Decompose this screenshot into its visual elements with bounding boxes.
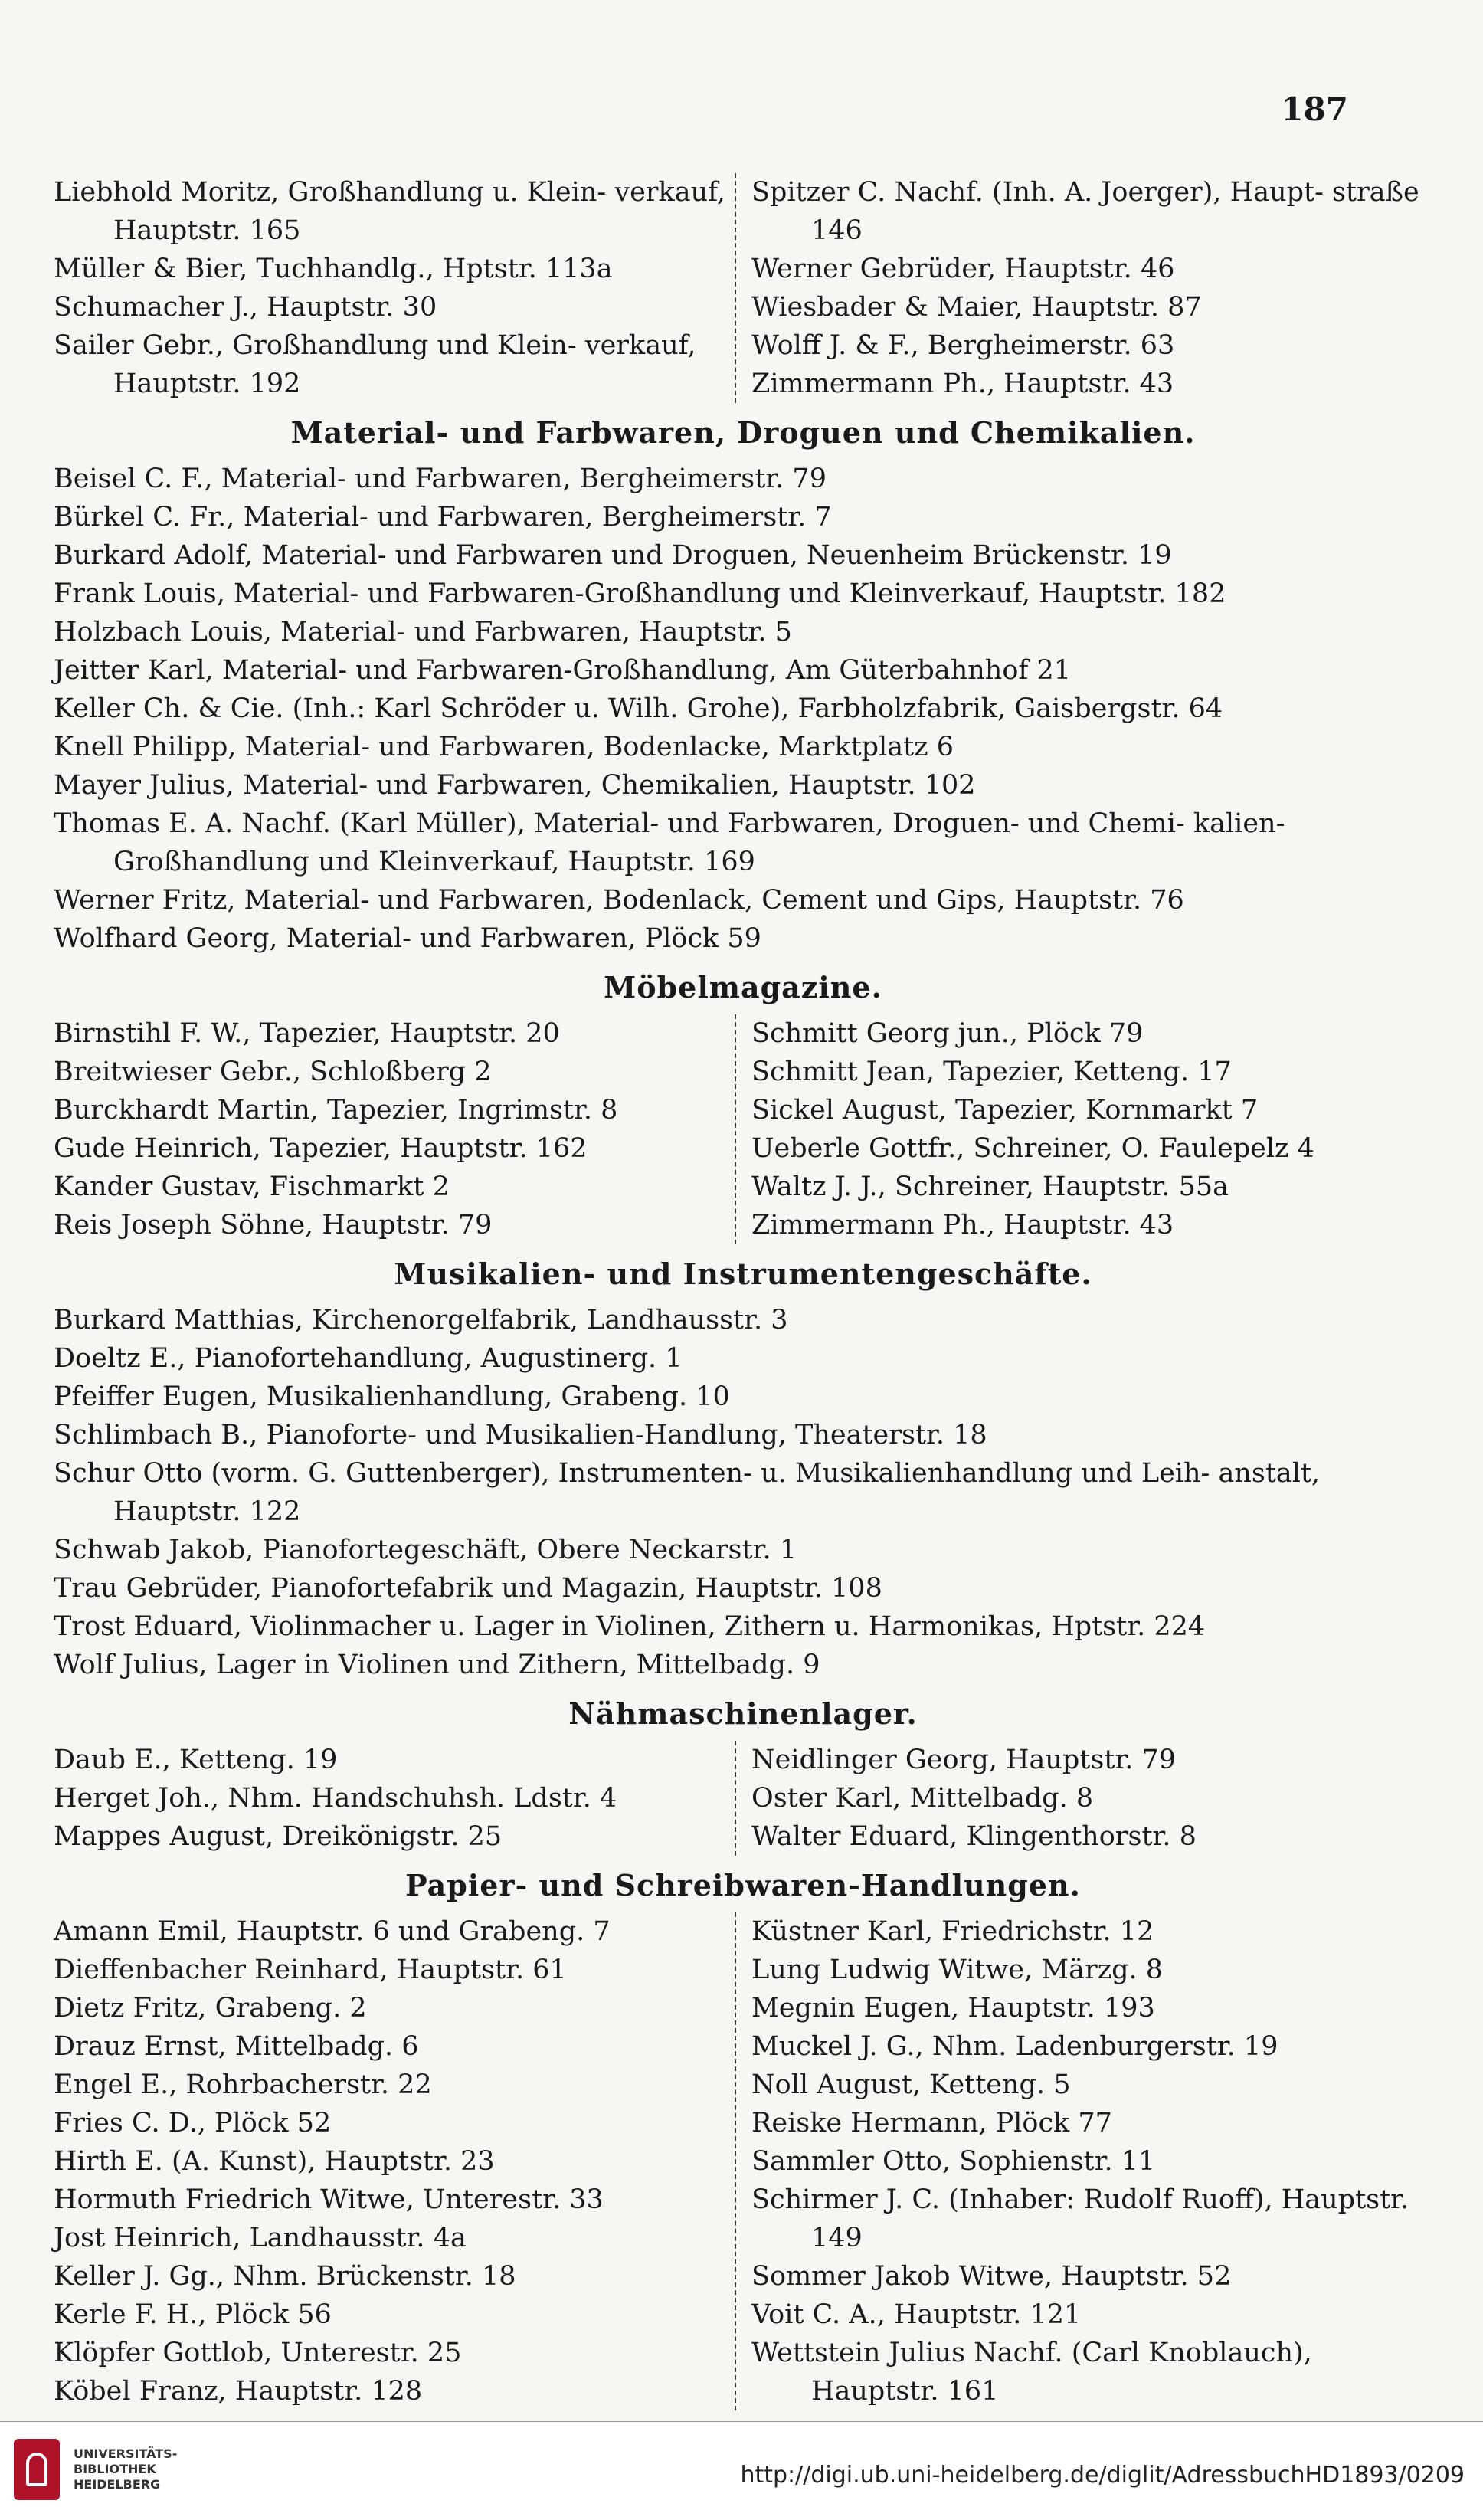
- directory-entry: Ueberle Gottfr., Schreiner, O. Faulepelz 4: [751, 1133, 1314, 1164]
- directory-entry: Sammler Otto, Sophienstr. 11: [751, 2146, 1156, 2177]
- library-logo-text: [74, 2446, 177, 2492]
- directory-entry: Klöpfer Gottlob, Unterestr. 25: [54, 2338, 462, 2368]
- directory-entry: Oster Karl, Mittelbadg. 8: [751, 1783, 1094, 1814]
- section-naehmaschinen: [54, 1741, 1432, 1856]
- section-heading-musikalien: Musikalien- und Instrumentengeschäfte.: [394, 1257, 1092, 1291]
- section-material-entries: [54, 460, 1432, 958]
- directory-entry: Mayer Julius, Material- und Farbwaren, Chemikalien, Hauptstr. 102: [54, 770, 976, 801]
- directory-entry: Waltz J. J., Schreiner, Hauptstr. 55a: [751, 1172, 1229, 1202]
- section-naehmaschinen-left-column: [54, 1741, 735, 1856]
- directory-entry: Lung Ludwig Witwe, Märzg. 8: [751, 1955, 1164, 1985]
- directory-entry: Birnstihl F. W., Tapezier, Hauptstr. 20: [54, 1018, 560, 1049]
- page-number: 187: [1281, 90, 1348, 128]
- directory-entry: Kander Gustav, Fischmarkt 2: [54, 1172, 450, 1202]
- directory-entry: Neidlinger Georg, Hauptstr. 79: [751, 1745, 1177, 1775]
- section-heading-papier: Papier- und Schreibwaren-Handlungen.: [405, 1868, 1081, 1902]
- logo-line: HEIDELBERG: [74, 2477, 161, 2492]
- directory-entry: Schlimbach B., Pianoforte- und Musikalien-Handlung, Theaterstr. 18: [54, 1420, 987, 1450]
- directory-entry: Megnin Eugen, Hauptstr. 193: [751, 1993, 1155, 2024]
- directory-entry: Schmitt Georg jun., Plöck 79: [751, 1018, 1144, 1049]
- section-heading-naehmaschinen: Nähmaschinenlager.: [568, 1696, 918, 1731]
- directory-entry: Zimmermann Ph., Hauptstr. 43: [751, 1210, 1174, 1240]
- top-block: [54, 173, 1432, 403]
- directory-entry: Herget Joh., Nhm. Handschuhsh. Ldstr. 4: [54, 1783, 617, 1814]
- directory-entry: Reis Joseph Söhne, Hauptstr. 79: [54, 1210, 493, 1240]
- directory-entry: Schur Otto (vorm. G. Guttenberger), Instrumenten- u. Musikalienhandlung und Leih- anstalt, Hauptstr. 122: [54, 1458, 1321, 1527]
- source-url-link[interactable]: http://digi.ub.uni-heidelberg.de/diglit/AdressbuchHD1893/0209: [740, 2462, 1465, 2489]
- directory-entry: Kerle F. H., Plöck 56: [54, 2299, 332, 2330]
- directory-entry: Spitzer C. Nachf. (Inh. A. Joerger), Haupt- straße 146: [751, 177, 1419, 246]
- directory-entry: Köbel Franz, Hauptstr. 128: [54, 2376, 423, 2407]
- directory-entry: Sommer Jakob Witwe, Hauptstr. 52: [751, 2261, 1232, 2292]
- section-musikalien-entries: [54, 1301, 1432, 1684]
- directory-content: [54, 173, 1432, 2410]
- directory-entry: Voit C. A., Hauptstr. 121: [751, 2299, 1082, 2330]
- logo-line: BIBLIOTHEK: [74, 2462, 156, 2476]
- section-heading-material: Material- und Farbwaren, Droguen und Chemikalien.: [290, 415, 1196, 450]
- directory-entry: Schirmer J. C. (Inhaber: Rudolf Ruoff), Hauptstr. 149: [751, 2184, 1409, 2253]
- directory-entry: Wolff J. & F., Bergheimerstr. 63: [751, 330, 1175, 361]
- directory-entry: Walter Eduard, Klingenthorstr. 8: [751, 1821, 1197, 1852]
- library-logo-icon: [14, 2439, 60, 2500]
- directory-entry: Werner Gebrüder, Hauptstr. 46: [751, 254, 1175, 284]
- directory-entry: Schumacher J., Hauptstr. 30: [54, 292, 437, 323]
- directory-entry: Hormuth Friedrich Witwe, Unterestr. 33: [54, 2184, 604, 2215]
- section-papier-right-column: [735, 1912, 1432, 2410]
- directory-entry: Sickel August, Tapezier, Kornmarkt 7: [751, 1095, 1259, 1126]
- directory-entry: Liebhold Moritz, Großhandlung u. Klein- verkauf, Hauptstr. 165: [54, 177, 725, 246]
- section-moebel-left-column: [54, 1014, 735, 1244]
- directory-entry: Reiske Hermann, Plöck 77: [751, 2108, 1112, 2138]
- directory-entry: Engel E., Rohrbacherstr. 22: [54, 2069, 432, 2100]
- directory-entry: Zimmermann Ph., Hauptstr. 43: [751, 369, 1174, 399]
- section-naehmaschinen-right-column: [735, 1741, 1432, 1856]
- directory-entry: Küstner Karl, Friedrichstr. 12: [751, 1916, 1154, 1947]
- directory-entry: Noll August, Ketteng. 5: [751, 2069, 1071, 2100]
- directory-entry: Burkard Adolf, Material- und Farbwaren und Droguen, Neuenheim Brückenstr. 19: [54, 540, 1172, 571]
- directory-entry: Keller Ch. & Cie. (Inh.: Karl Schröder u. Wilh. Grohe), Farbholzfabrik, Gaisbergstr. 64: [54, 693, 1223, 724]
- directory-entry: Doeltz E., Pianofortehandlung, Augustinerg. 1: [54, 1343, 683, 1374]
- directory-entry: Breitwieser Gebr., Schloßberg 2: [54, 1057, 492, 1087]
- section-papier-left-column: [54, 1912, 735, 2410]
- directory-entry: Dieffenbacher Reinhard, Hauptstr. 61: [54, 1955, 567, 1985]
- section-heading-moebel: Möbelmagazine.: [604, 970, 882, 1004]
- logo-line: UNIVERSITÄTS-: [74, 2446, 178, 2461]
- directory-entry: Dietz Fritz, Grabeng. 2: [54, 1993, 367, 2024]
- directory-entry: Hirth E. (A. Kunst), Hauptstr. 23: [54, 2146, 495, 2177]
- directory-entry: Wolf Julius, Lager in Violinen und Zithern, Mittelbadg. 9: [54, 1650, 820, 1680]
- directory-entry: Mappes August, Dreikönigstr. 25: [54, 1821, 503, 1852]
- directory-entry: Fries C. D., Plöck 52: [54, 2108, 332, 2138]
- directory-entry: Wolfhard Georg, Material- und Farbwaren, Plöck 59: [54, 923, 761, 954]
- directory-entry: Daub E., Ketteng. 19: [54, 1745, 338, 1775]
- directory-entry: Amann Emil, Hauptstr. 6 und Grabeng. 7: [54, 1916, 611, 1947]
- directory-entry: Jost Heinrich, Landhausstr. 4a: [54, 2223, 467, 2253]
- directory-entry: Pfeiffer Eugen, Musikalienhandlung, Grabeng. 10: [54, 1381, 730, 1412]
- directory-entry: Trau Gebrüder, Pianofortefabrik und Magazin, Hauptstr. 108: [54, 1573, 882, 1604]
- directory-entry: Werner Fritz, Material- und Farbwaren, Bodenlack, Cement und Gips, Hauptstr. 76: [54, 885, 1184, 916]
- footer-bar: [0, 2421, 1483, 2520]
- directory-entry: Schmitt Jean, Tapezier, Ketteng. 17: [751, 1057, 1232, 1087]
- directory-entry: Wettstein Julius Nachf. (Carl Knoblauch), Hauptstr. 161: [751, 2338, 1312, 2407]
- section-moebel: [54, 1014, 1432, 1244]
- directory-entry: Knell Philipp, Material- und Farbwaren, Bodenlacke, Marktplatz 6: [54, 732, 954, 762]
- directory-entry: Thomas E. A. Nachf. (Karl Müller), Material- und Farbwaren, Droguen- und Chemi- kalien-Großhandlung und Kleinverkauf, Hauptstr. 169: [54, 808, 1285, 877]
- directory-entry: Burckhardt Martin, Tapezier, Ingrimstr. 8: [54, 1095, 618, 1126]
- directory-entry: Frank Louis, Material- und Farbwaren-Großhandlung und Kleinverkauf, Hauptstr. 182: [54, 578, 1226, 609]
- section-papier: [54, 1912, 1432, 2410]
- directory-entry: Drauz Ernst, Mittelbadg. 6: [54, 2031, 419, 2062]
- directory-entry: Muckel J. G., Nhm. Ladenburgerstr. 19: [751, 2031, 1278, 2062]
- directory-entry: Schwab Jakob, Pianofortegeschäft, Obere Neckarstr. 1: [54, 1535, 797, 1565]
- top-block-left-column: [54, 173, 735, 403]
- directory-entry: Trost Eduard, Violinmacher u. Lager in Violinen, Zithern u. Harmonikas, Hptstr. 224: [54, 1611, 1206, 1642]
- directory-entry: Müller & Bier, Tuchhandlg., Hptstr. 113a: [54, 254, 613, 284]
- directory-entry: Jeitter Karl, Material- und Farbwaren-Großhandlung, Am Güterbahnhof 21: [54, 655, 1072, 686]
- directory-entry: Holzbach Louis, Material- und Farbwaren, Hauptstr. 5: [54, 617, 792, 647]
- library-logo[interactable]: [14, 2439, 190, 2500]
- top-block-right-column: [735, 173, 1432, 403]
- directory-entry: Gude Heinrich, Tapezier, Hauptstr. 162: [54, 1133, 588, 1164]
- directory-entry: Bürkel C. Fr., Material- und Farbwaren, Bergheimerstr. 7: [54, 502, 832, 533]
- directory-entry: Wiesbader & Maier, Hauptstr. 87: [751, 292, 1202, 323]
- directory-entry: Burkard Matthias, Kirchenorgelfabrik, Landhausstr. 3: [54, 1305, 788, 1335]
- directory-entry: Sailer Gebr., Großhandlung und Klein- verkauf, Hauptstr. 192: [54, 330, 696, 399]
- directory-entry: Keller J. Gg., Nhm. Brückenstr. 18: [54, 2261, 516, 2292]
- section-moebel-right-column: [735, 1014, 1432, 1244]
- directory-entry: Beisel C. F., Material- und Farbwaren, Bergheimerstr. 79: [54, 464, 827, 494]
